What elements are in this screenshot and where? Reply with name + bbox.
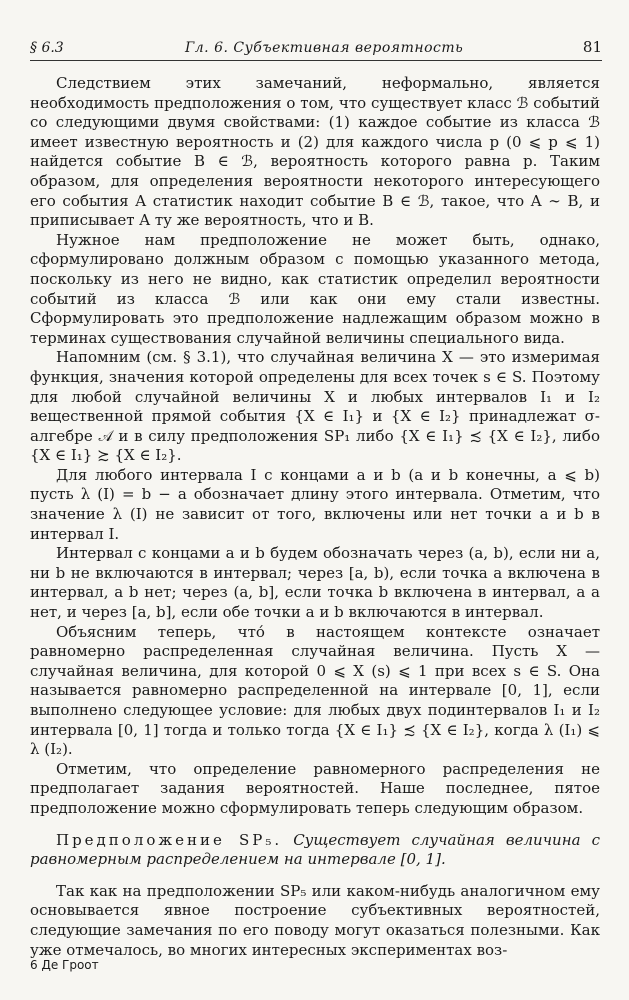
paragraph-2: Нужное нам предположение не может быть, однако, сформулировано должным образом с помощью указанного метода, поскольку из него не видно, как статистик определил вероятности событий из класса ℬ или как они ему стали известны. Сформулировать это предположение надлежащим образом можно в терминах существования случайной величины специального вида. bbox=[30, 230, 600, 347]
assumption-text: Существует случайная величина с равномерным распределением на интервале [0, 1]. bbox=[30, 830, 600, 869]
assumption-sp5 bbox=[30, 831, 600, 870]
paragraph-3: Напомним (см. § 3.1), что случайная величина X — это измеримая функция, значения которой определены для всех точек s ∈ S. Поэтому для любой случайной величины X и любых интервалов I₁ и I₂ вещественной прямой события {X ∈ I₁} и {X ∈ I₂} принадлежат σ-алгебре 𝒜 и в силу предположения SP₁ либо {X ∈ I₁} ≾ {X ∈ I₂}, либо {X ∈ I₁} ≿ {X ∈ I₂}. bbox=[30, 348, 600, 465]
body-text bbox=[30, 74, 600, 960]
paragraph-1: Следствием этих замечаний, неформально, является необходимость предположения о том, что существует класс ℬ событий со следующими двумя свойствами: (1) каждое событие из класса ℬ имеет известную вероятность и (2) для каждого числа p (0 ⩽ p ⩽ 1) найдется событие B ∈ ℬ, вероятность которого равна p. Таким образом, для определения вероятности некоторого интересующего его события A статистик находит событие B ∈ ℬ, такое, что A ∼ B, и приписывает A ту же вероятность, что и B. bbox=[30, 74, 600, 230]
paragraph-5: Интервал с концами a и b будем обозначать через (a, b), если ни a, ни b не включаются в интервал; через [a, b), если точка a включена в интервал, а b нет; через (a, b], если точка b включена в интервал, а a нет, и через [a, b], если обе точки a и b включаются в интервал. bbox=[30, 544, 600, 622]
running-header bbox=[30, 38, 602, 61]
assumption-label: Предположение SP₅. bbox=[56, 830, 283, 849]
page-number: 81 bbox=[582, 38, 602, 56]
chapter-title: Гл. 6. Субъективная вероятность bbox=[185, 40, 464, 56]
section-number: § 6.3 bbox=[30, 40, 64, 56]
paragraph-4: Для любого интервала I с концами a и b (a и b конечны, a ⩽ b) пусть λ (I) = b − a обозначает длину этого интервала. Отметим, что значение λ (I) не зависит от того, включены или нет точки a и b в интервал I. bbox=[30, 465, 600, 543]
paragraph-6: Объясним теперь, что́ в настоящем контексте означает равномерно распределенная случайная величина. Пусть X — случайная величина, для которой 0 ⩽ X (s) ⩽ 1 при всех s ∈ S. Она называется равномерно распределенной на интервале [0, 1], если выполнено следующее условие: для любых двух подинтервалов I₁ и I₂ интервала [0, 1] тогда и только тогда {X ∈ I₁} ≾ {X ∈ I₂}, когда λ (I₁) ⩽ λ (I₂). bbox=[30, 622, 600, 759]
closing-paragraph: Так как на предположении SP₅ или каком-нибудь аналогичном ему основывается явное построение субъективных вероятностей, следующие замечания по его поводу могут оказаться полезными. Как уже отмечалось, во многих интересных экспериментах воз- bbox=[30, 881, 600, 959]
paragraph-7: Отметим, что определение равномерного распределения не предполагает задания вероятностей. Наше последнее, пятое предположение можно сформулировать теперь следующим образом. bbox=[30, 759, 600, 817]
printer-signature: 6 Де Гроот bbox=[30, 958, 99, 972]
